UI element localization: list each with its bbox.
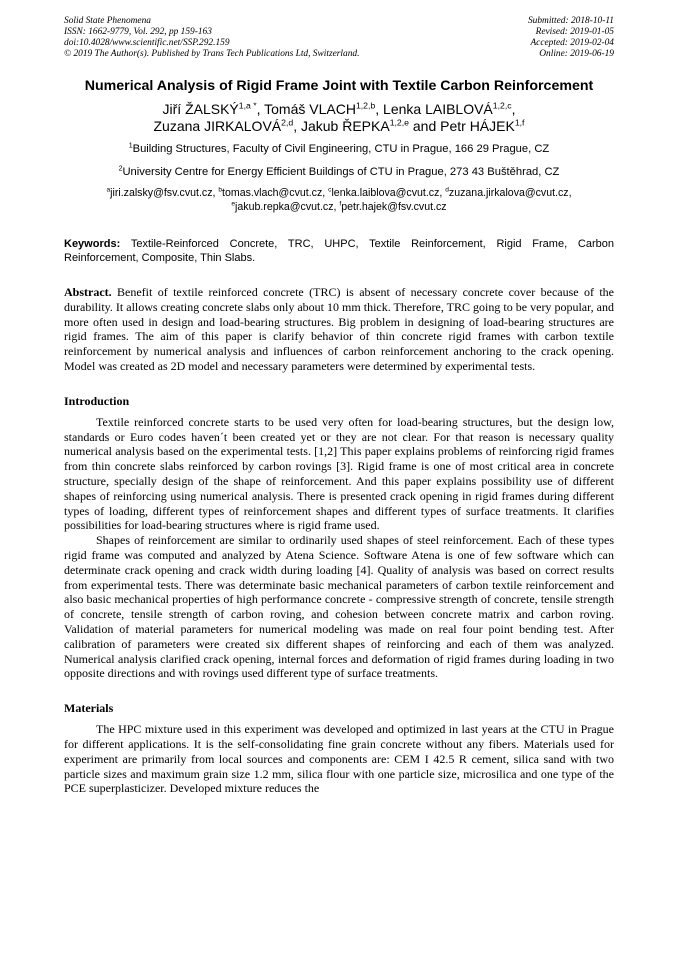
email-line-2: [64, 201, 614, 215]
author-name: Lenka LAIBLOVÁ: [383, 101, 493, 117]
author-line-2: [64, 118, 614, 135]
copyright-line: © 2019 The Author(s). Published by Trans Tech Publications Ltd, Switzerland.: [64, 49, 360, 59]
affiliation-1: [64, 142, 614, 156]
journal-name: Solid State Phenomena: [64, 16, 151, 26]
affiliation-text: University Centre for Energy Efficient Buildings of CTU in Prague, 273 43 Buštěhrad, CZ: [122, 166, 560, 178]
email-link[interactable]: jiri.zalsky@fsv.cvut.cz,: [110, 187, 219, 199]
email-list: [64, 187, 614, 214]
issn-line: ISSN: 1662-9779, Vol. 292, pp 159-163: [64, 27, 212, 37]
email-link[interactable]: lenka.laiblova@cvut.cz,: [331, 187, 446, 199]
revised-date: Revised: 2019-01-05: [535, 27, 614, 37]
publication-header: [64, 16, 614, 60]
materials-heading: Materials: [64, 701, 114, 716]
dates-info: [528, 16, 614, 60]
affiliation-sup: 1: [128, 142, 133, 150]
keywords-text: Textile-Reinforced Concrete, TRC, UHPC, Textile Reinforcement, Rigid Frame, Carbon Reinforcement, Composite, Thin Slabs.: [64, 238, 614, 264]
author-sup: 1,a *: [238, 100, 257, 111]
email-sup: e: [231, 199, 236, 207]
introduction-heading: Introduction: [64, 393, 130, 408]
keywords-label: Keywords:: [64, 238, 121, 250]
submitted-date: Submitted: 2018-10-11: [527, 16, 614, 26]
email-link[interactable]: petr.hajek@fsv.cvut.cz: [341, 200, 447, 213]
author-name: Tomáš VLACH: [264, 101, 356, 117]
email-sup: f: [339, 199, 342, 207]
email-sup: a: [106, 186, 111, 194]
email-sup: c: [328, 186, 332, 194]
author-sep: and: [408, 118, 441, 134]
introduction-paragraph: Shapes of reinforcement are similar to ordinarily used shapes of steel reinforcement. Each of these types rigid frame was computed and analyzed by Atena Science. Software Atena is one of few software which can determinate crack opening and crack width during loading [4]. Quality of analysis was based on correct results from experimental tests. There was determinate basic mechanical parameters of carbon textile reinforcement and also basic mechanical properties of high performance concrete - compressive strength of concrete, tensile strength of concrete, tensile strength of carbon roving, and cohesion between concrete matrix and carbon roving. Validation of material parameters for numerical modeling was made on real four point bending test. After calibration of parameters were created six different shapes of reinforcing and each of them was analyzed. Numerical analysis clarified crack opening, internal forces and deformation of rigid frames during loading in two opposite directions and with rovings used different type of surface treatments.: [64, 533, 614, 681]
affiliation-sup: 2: [118, 165, 123, 173]
email-link[interactable]: jakub.repka@cvut.cz,: [235, 200, 340, 213]
abstract-label: Abstract.: [64, 285, 112, 299]
affiliation-text: Building Structures, Faculty of Civil Engineering, CTU in Prague, 166 29 Prague, CZ: [132, 143, 550, 155]
keywords-section: [64, 237, 614, 265]
introduction-paragraph: Textile reinforced concrete starts to be used very often for load-bearing structures, but the design low, standards or Euro codes haven´t been created yet or they are not clear. For that reason is necessary quality numerical analysis based on the experimental tests. [1,2] This paper explains problems of reinforcing rigid frames from thin concrete slabs reinforced by carbon rovings [3]. Rigid frame is one of most critical area in concrete structure, specially design of the shape of reinforcement. And this paper explains possibility use of different shapes of reinforcing using numerical analysis. There is presented crack opening in rigid frames during different types of loading, different types of reinforcement shapes and different types of surface treatments. It clarifies possibilities for load-bearing structures where is rigid frame used.: [64, 414, 614, 533]
author-sep: ,: [375, 101, 384, 117]
author-sup: 1,2,e: [389, 117, 409, 128]
author-sup: 2,d: [281, 117, 294, 128]
accepted-date: Accepted: 2019-02-04: [530, 38, 614, 48]
author-sup: 1,2,b: [355, 100, 376, 111]
author-name: Petr HÁJEK: [440, 118, 515, 134]
author-name: Jakub ŘEPKA: [300, 118, 390, 134]
author-sep: ,: [293, 118, 301, 134]
author-line-1: [64, 101, 614, 118]
author-list: [64, 101, 614, 135]
paper-title: Numerical Analysis of Rigid Frame Joint with Textile Carbon Reinforcement: [84, 78, 594, 94]
email-sup: b: [218, 186, 223, 194]
abstract-section: [64, 285, 614, 374]
author-sup: 1,f: [514, 117, 525, 128]
affiliation-2: [64, 165, 614, 179]
author-name: Jiří ŽALSKÝ: [162, 101, 239, 117]
doi-line: doi:10.4028/www.scientific.net/SSP.292.159: [64, 38, 230, 48]
email-sup: d: [445, 186, 449, 194]
author-sup: 1,2,c: [492, 100, 512, 111]
abstract-text: Benefit of textile reinforced concrete (TRC) is absent of necessary concrete cover because of the durability. It allows creating concrete slabs only about 10 mm thick. Therefore, TRC going to be very popular, and more often used in design and load-bearing structures. Big problem in designing of load-bearing structures are rigid frames. The aim of this paper is clarify behavior of thin concrete rigid frames with carbon textile reinforcement by numerical analysis and influences of carbon reinforcement anchoring to the crack opening. Model was created as 2D model and necessary parameters were determined by experimental tests.: [64, 285, 614, 373]
materials-paragraph: The HPC mixture used in this experiment was developed and optimized in last years at the CTU in Prague for different applications. It is the self-consolidating fine grain concrete without any fibers. Materials used for experiment are primarily from local sources and components are: CEM I 42.5 R cement, silica sand with two particle sizes and maximum grain size 1.2 mm, silica flour with one particle size, microsilica and one type of the PCE superplasticizer. Developed mixture reduces the: [64, 722, 614, 796]
online-date: Online: 2019-06-19: [539, 49, 614, 59]
author-sep: ,: [511, 101, 516, 117]
email-line-1: [64, 187, 614, 201]
author-sep: ,: [256, 101, 265, 117]
journal-info: [64, 16, 359, 60]
email-link[interactable]: zuzana.jirkalova@cvut.cz,: [448, 187, 572, 199]
author-name: Zuzana JIRKALOVÁ: [153, 118, 282, 134]
email-link[interactable]: tomas.vlach@cvut.cz,: [222, 187, 329, 199]
